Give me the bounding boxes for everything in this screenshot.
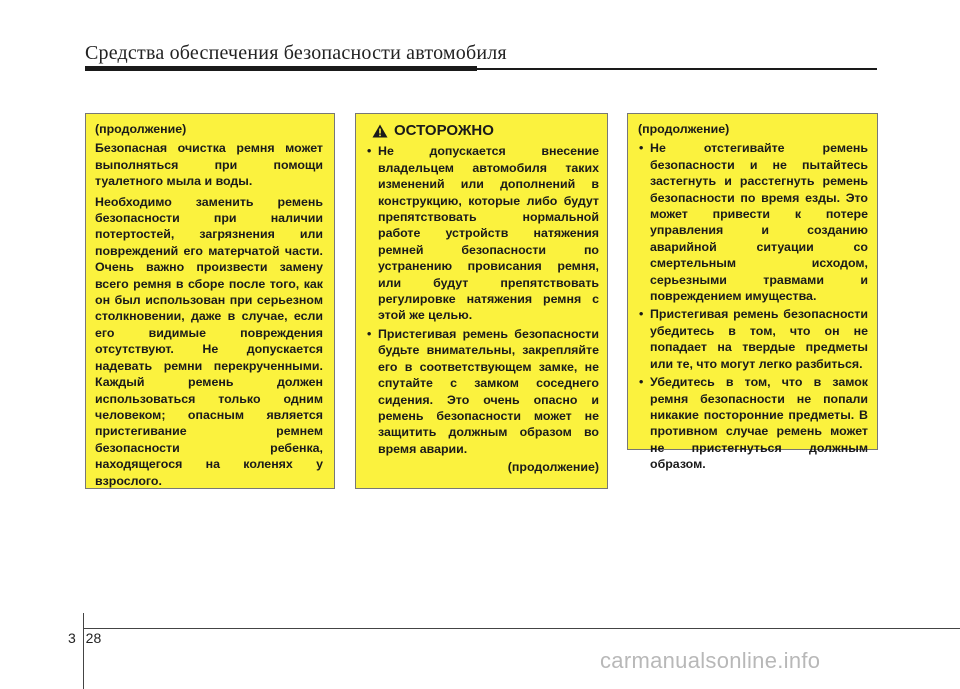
paragraph: Необходимо заменить ремень безопасности при наличии потертостей, загрязнения или повреждений его матерчатой части. Очень важно произвести замену всего ремня в сборе после того, как он был использован при серьезном столкновении, даже в случае, если его видимые повреждения отсутствуют. Не допускается надевать ремни перекрученными. Каждый ремень должен использоваться только одним человеком; опасным является пристегивание ремнем безопасности ребенка, находящегося на коленях у взрослого. [95,194,323,488]
paragraph: Безопасная очистка ремня может выполняться при помощи туалетного мыла и воды. [95,141,323,189]
right-info-box [627,113,878,472]
warning-title: ОСТОРОЖНО [394,122,494,139]
continued-label: (продолжение) [507,460,599,475]
continued-label: (продолжение) [638,122,730,136]
list-item: • Пристегивая ремень безопасности убедитесь в том, что он не попадает на твердые предметы или те, что могут легко разбиться. [638,306,868,372]
warning-header [372,123,599,139]
header-rule-thick [85,66,477,71]
watermark: carmanualsonline.info [600,648,821,673]
warning-triangle-icon [372,124,388,138]
header-rule-thin [477,68,877,70]
warning-box [355,113,608,489]
page-number: 3 28 [68,630,102,646]
page-title: Средства обеспечения безопасности автомобиля [85,42,507,64]
footer-vertical-rule [83,613,84,689]
list-item: • Убедитесь в том, что в замок ремня безопасности не попали никакие посторонние предметы. В противном случае ремень может не пристегнуться должным образом. [638,374,868,472]
left-info-box [85,113,335,489]
info-list [638,140,868,472]
list-item: • Не допускается внесение владельцем автомобиля таких изменений или дополнений в конструкцию, которые либо будут препятствовать нормальной работе устройств натяжения ремней безопасности по устранению провисания ремня, или будут препятствовать регулировке натяжения ремня с этой же целью. [366,143,599,323]
warning-list [366,143,599,457]
list-item: • Не отстегивайте ремень безопасности и не пытайтесь застегнуть и расстегнуть ремень безопасности по время езды. Это может привести к потере управления и созданию аварийной ситуации со смертельным исходом, серьезными травмами и повреждением имущества. [638,140,868,304]
footer-horizontal-rule [84,628,960,629]
list-item: • Пристегивая ремень безопасности будьте внимательны, закрепляйте его в соответствующем замке, не спутайте с замком соседнего сидения. Это очень опасно и ремень безопасности может не защитить должным образом во время аварии. [366,326,599,457]
continued-label: (продолжение) [95,122,187,136]
